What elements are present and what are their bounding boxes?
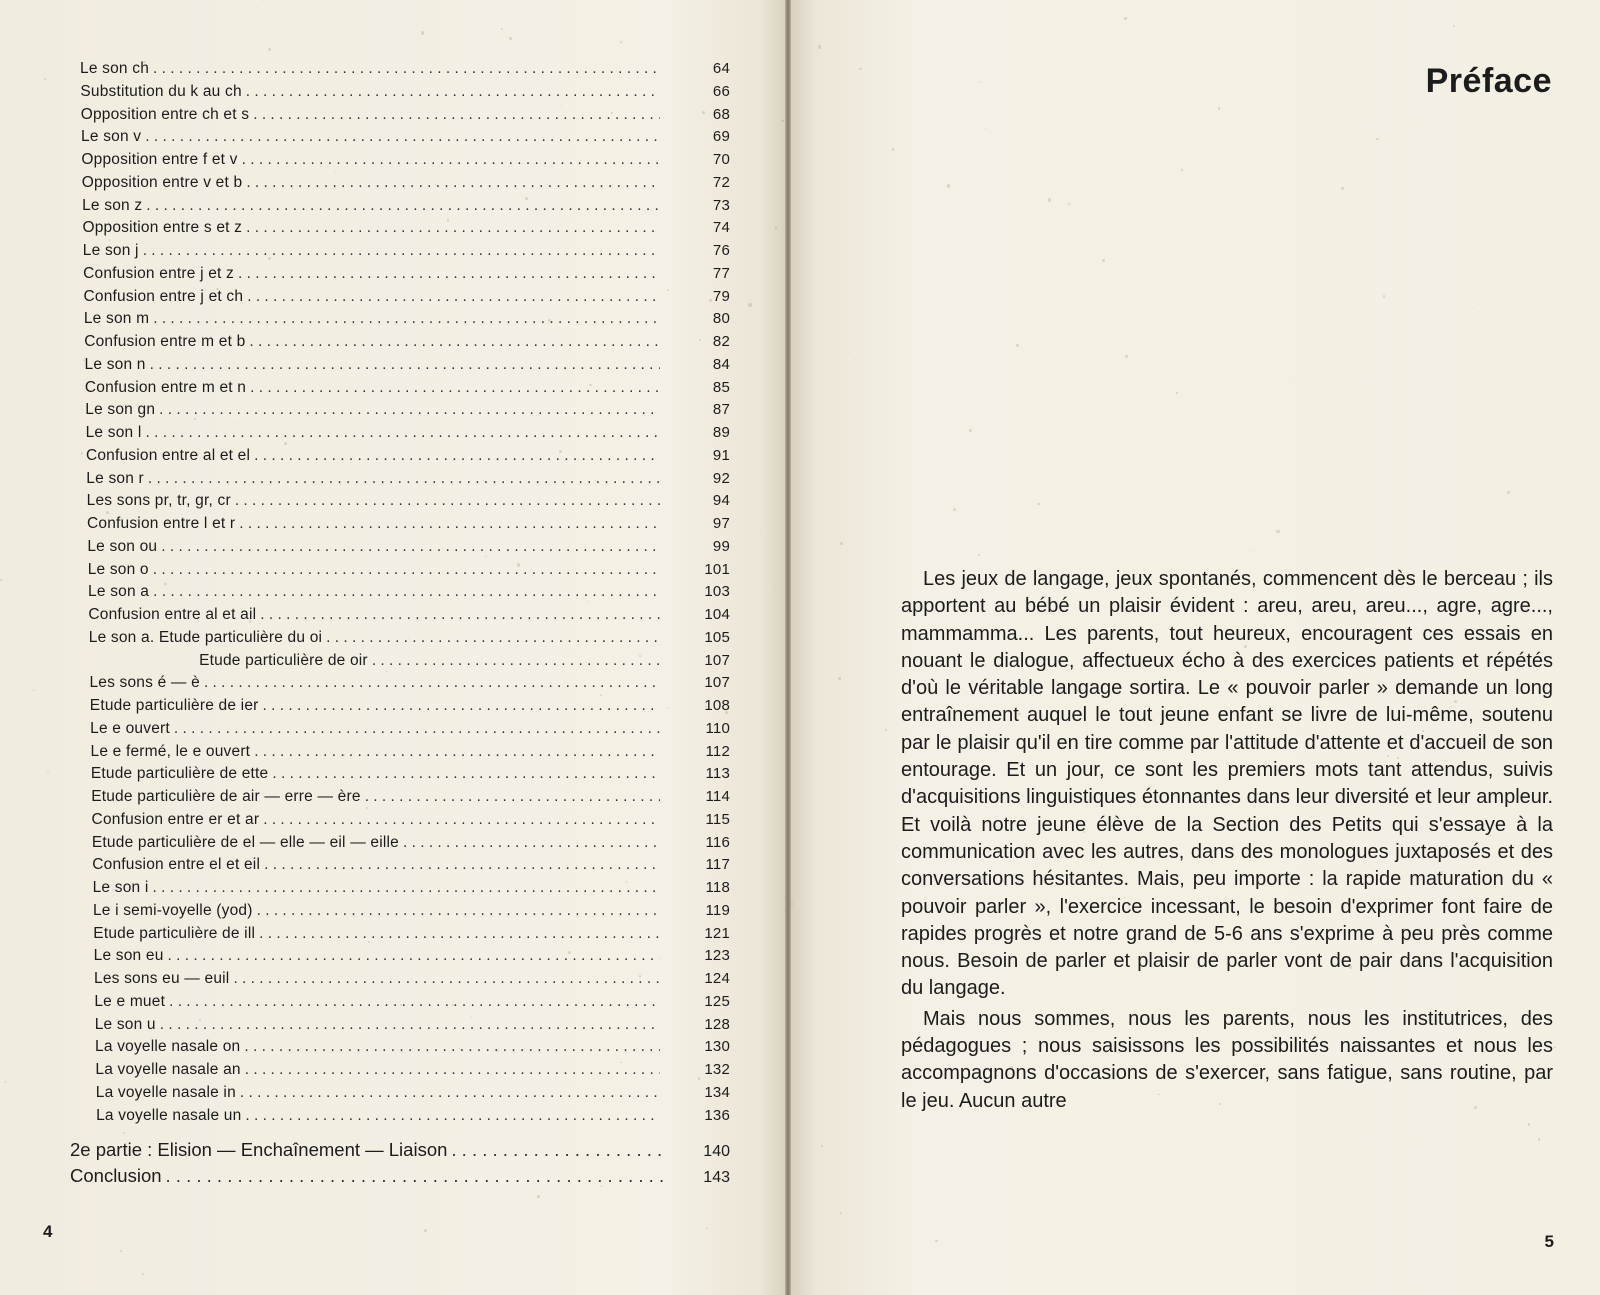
toc-entry-label: Opposition entre v et b (81, 173, 243, 191)
paper-speck (702, 111, 705, 114)
toc-entry-page: 66 (712, 82, 730, 100)
toc-entry-page: 110 (705, 719, 730, 737)
paper-speck (517, 563, 520, 566)
paper-speck (424, 1229, 427, 1232)
paper-speck (1473, 307, 1474, 308)
toc-entry-label: Confusion entre er et ar (91, 810, 260, 828)
leader-dots (238, 265, 660, 283)
toc-entry (80, 947, 730, 970)
leader-dots (246, 174, 660, 192)
toc-entry-label: Etude particulière de el — elle — eil — eille (91, 833, 399, 851)
toc-entry-page: 70 (712, 151, 730, 168)
page-title: Préface (1425, 62, 1552, 100)
paper-speck (620, 1062, 621, 1063)
toc-entry-page: 125 (704, 992, 730, 1010)
toc-entry-label: Le e muet (94, 992, 166, 1010)
toc-entry-label: Substitution du k au ch (80, 82, 242, 100)
paper-speck (840, 542, 843, 545)
leader-dots (365, 788, 660, 806)
leader-dots (403, 834, 660, 852)
leader-dots (244, 1038, 660, 1056)
paper-speck (568, 951, 571, 954)
toc-entry-page: 123 (704, 947, 730, 965)
paper-speck (485, 556, 486, 557)
toc-entry-page: 91 (712, 446, 730, 464)
paper-speck (859, 68, 862, 71)
paper-speck (1102, 259, 1105, 262)
toc-entry-label: La voyelle nasale on (95, 1038, 241, 1056)
leader-dots (372, 652, 660, 670)
paper-speck (447, 219, 450, 222)
paper-speck (885, 729, 887, 731)
toc-part-two-label: 2e partie : Elision — Enchaînement — Liaison (70, 1139, 448, 1160)
toc-entry-page: 80 (712, 310, 730, 328)
paper-speck (81, 452, 83, 454)
toc-entry (80, 401, 730, 424)
paper-speck (44, 78, 46, 80)
leader-dots (235, 492, 660, 510)
toc-entry-label: Le i semi-voyelle (yod) (92, 901, 253, 919)
leader-dots (168, 947, 660, 965)
toc-entry-label: Etude particulière de ier (89, 697, 259, 714)
toc-entry-page: 107 (704, 651, 730, 669)
toc-entry-label: Les sons é — è (89, 674, 200, 692)
leader-dots (250, 379, 660, 397)
toc-entry (80, 219, 730, 242)
toc-entry-label: Le son gn (85, 401, 156, 419)
paper-speck (572, 753, 573, 754)
toc-conclusion (70, 1165, 730, 1187)
toc-entry (80, 333, 730, 356)
toc-entry-label: Le e fermé, le e ouvert (90, 742, 251, 760)
toc-entry (80, 470, 730, 493)
toc-entry (80, 1084, 730, 1107)
paper-speck (525, 197, 527, 199)
leader-dots (245, 1107, 660, 1125)
paper-speck (400, 1004, 402, 1006)
leader-dots (254, 743, 660, 761)
paper-speck (854, 359, 855, 360)
leader-dots (239, 515, 660, 533)
toc-entry-page: 84 (712, 355, 730, 373)
toc-entry (80, 1038, 730, 1061)
toc-entry-label: Confusion entre m et b (84, 333, 246, 350)
toc-entry-label: Le son m (83, 310, 150, 328)
leader-dots (263, 697, 660, 715)
toc-entry-page: 74 (712, 219, 730, 237)
toc-entry-page: 82 (712, 333, 730, 350)
toc-entry-page: 107 (704, 674, 730, 692)
paper-speck (167, 520, 170, 523)
toc-entry-page: 99 (712, 537, 730, 555)
paper-speck (978, 554, 980, 556)
paper-speck (559, 450, 562, 453)
leader-dots (166, 1165, 666, 1187)
table-of-contents (80, 60, 730, 1129)
paper-speck (1276, 530, 1279, 533)
toc-entry-page: 124 (704, 970, 730, 987)
paper-speck (601, 1185, 602, 1186)
toc-entry-label: Le son a (88, 583, 150, 601)
toc-entry-page: 119 (705, 901, 730, 919)
toc-entry-page: 77 (712, 264, 730, 282)
leader-dots (260, 606, 660, 624)
toc-entry-label: Confusion entre m et n (84, 378, 247, 396)
paper-speck (1158, 1094, 1159, 1095)
toc-entry-page: 116 (705, 833, 730, 851)
toc-entry (80, 1016, 730, 1039)
paper-speck (1429, 851, 1430, 852)
toc-entry (80, 743, 730, 766)
leader-dots (148, 470, 660, 488)
leader-dots (246, 219, 660, 237)
toc-entry (80, 561, 730, 584)
toc-entry-label: Les sons pr, tr, gr, cr (86, 492, 231, 510)
paper-speck (1048, 198, 1051, 201)
toc-entry (80, 83, 730, 106)
paper-speck (775, 226, 777, 228)
paper-speck (137, 518, 140, 521)
toc-entry (80, 515, 730, 538)
toc-entry-label: Etude particulière de air — erre — ère (91, 788, 361, 805)
paper-speck (1124, 897, 1125, 898)
paper-speck (818, 45, 821, 48)
toc-entry (80, 993, 730, 1016)
toc-entry-page: 115 (705, 810, 730, 828)
paper-speck (1341, 187, 1344, 190)
paper-speck (1538, 1138, 1540, 1140)
leader-dots (143, 242, 660, 260)
toc-entry (80, 197, 730, 220)
toc-entry-label: Confusion entre al et el (85, 446, 251, 464)
toc-entry-page: 87 (712, 401, 730, 419)
toc-entry-label: Les sons eu — euil (94, 970, 230, 987)
toc-entry (80, 674, 730, 697)
toc-entry-label: Le son ch (80, 60, 150, 77)
toc-entry (80, 606, 730, 629)
toc-entry (80, 128, 730, 151)
paper-speck (667, 707, 668, 708)
paper-speck (123, 1132, 125, 1134)
toc-entry (80, 174, 730, 197)
paper-speck (421, 31, 424, 34)
paper-speck (548, 319, 551, 322)
page-number-right: 5 (1544, 1232, 1554, 1251)
preface-paragraph: Les jeux de langage, jeux spontanés, commencent dès le berceau ; ils apportent au bébé un plaisir évident : areu, areu, areu..., agre, agre..., mammamma... Les parents, tout heureux, encouragent ces essais en nouant le dialogue, affectueux écho à des exercices patients et répétés d'où le véritable langage sortira. Le « pouvoir parler » demande un long entraînement auquel le tout jeune enfant se livre de lui-même, soutenu par le plaisir qu'il en tire comme par l'attitude d'attente et d'accueil de son entourage. Et un jour, ce sont les premiers mots tant attendus, suivis d'acquisitions linguistiques étonnantes dans leur diversité et leur ampleur. Et voilà notre jeune élève de la Section des Petits qui s'essaye à la communication avec les autres, dans des monologues juxtaposés et des conversations hésitantes. Mais, peu importe : la rapide maturation du « pouvoir parler », l'exercice incessant, le besoin d'exprimer font faire de rapides progrès et notre grand de 5-6 ans s'exprime à peu près comme nous. Besoin de parler et plaisir de parler vont de pair dans l'acquisition du langage. (901, 568, 1553, 1000)
paper-speck (109, 239, 110, 240)
leader-dots (451, 1139, 666, 1161)
toc-entry (80, 447, 730, 470)
toc-entry-page: 121 (704, 924, 730, 942)
toc-entry-label: Le son ou (87, 537, 158, 555)
leader-dots (246, 83, 660, 101)
leader-dots (153, 561, 660, 579)
toc-entry-label: Le son v (81, 128, 142, 146)
toc-entry-label: Le son a. Etude particulière du oi (88, 628, 323, 646)
leader-dots (245, 1061, 660, 1079)
leader-dots (145, 128, 660, 146)
paper-speck (1403, 928, 1405, 930)
paper-speck (1202, 580, 1203, 581)
paper-speck (1376, 138, 1378, 140)
leader-dots (153, 60, 660, 78)
leader-dots (242, 151, 660, 169)
toc-entry-page: 68 (712, 105, 730, 123)
paper-speck (366, 807, 368, 809)
toc-entry (80, 265, 730, 288)
toc-entry-page: 97 (712, 515, 730, 532)
toc-entry (80, 242, 730, 265)
toc-entry-page: 134 (704, 1083, 730, 1101)
toc-entry-label: Etude particulière de ill (93, 924, 256, 942)
toc-entry-label: Le son i (92, 879, 149, 896)
toc-entry-label: La voyelle nasale un (96, 1106, 242, 1124)
toc-entry-page: 72 (712, 173, 730, 191)
toc-entry-page: 76 (712, 242, 730, 259)
toc-entry (80, 765, 730, 788)
right-page (791, 0, 1600, 1295)
toc-entry-label: Opposition entre s et z (82, 219, 243, 237)
leader-dots (240, 1084, 660, 1102)
toc-entry-label: Le son n (84, 355, 146, 373)
toc-entry (80, 1061, 730, 1084)
toc-entry-page: 112 (705, 742, 730, 760)
leader-dots (259, 925, 660, 943)
toc-conclusion-label: Conclusion (70, 1165, 162, 1186)
toc-entry-page: 69 (712, 128, 730, 146)
toc-entry (80, 583, 730, 606)
paper-speck (1068, 203, 1070, 205)
leader-dots (174, 720, 660, 738)
toc-entry-label: Le son r (86, 469, 144, 487)
leader-dots (161, 538, 660, 556)
paper-speck (1349, 965, 1352, 968)
leader-dots (160, 1016, 660, 1034)
leader-dots (153, 583, 660, 601)
toc-entry (80, 970, 730, 993)
toc-entry-label: Le son o (87, 560, 149, 578)
paper-speck (639, 975, 642, 978)
leader-dots (153, 310, 660, 328)
toc-entry-page: 64 (712, 60, 730, 77)
toc-entry (80, 902, 730, 925)
paper-speck (1463, 796, 1464, 797)
leader-dots (204, 674, 660, 692)
paper-speck (1219, 1103, 1221, 1105)
toc-entry-label: Le son u (94, 1015, 156, 1033)
toc-entry (80, 538, 730, 561)
paper-speck (194, 418, 196, 420)
toc-entry (80, 1107, 730, 1130)
toc-entry (80, 60, 730, 83)
leader-dots (152, 879, 660, 897)
paper-speck (0, 579, 2, 581)
toc-entry-page: 92 (712, 469, 730, 487)
toc-part-two-page: 140 (703, 1143, 730, 1160)
leader-dots (263, 811, 660, 829)
toc-entry (80, 834, 730, 857)
paper-speck (698, 1077, 700, 1079)
paper-speck (249, 620, 251, 622)
toc-entry (80, 697, 730, 720)
paper-speck (1397, 757, 1398, 758)
toc-entry (80, 879, 730, 902)
preface-paragraph: Mais nous sommes, nous les parents, nous les institutrices, des pédagogues ; nous saisissons les possibilités naissantes et nous les accompagnons d'occasions de s'exercer, sans fatigue, sans routine, par le jeu. Aucun autre (901, 1007, 1553, 1112)
paper-speck (1474, 1106, 1477, 1109)
toc-conclusion-page: 143 (703, 1169, 730, 1186)
paper-speck (1470, 578, 1473, 581)
left-page (0, 0, 785, 1295)
toc-entry-label: Opposition entre ch et s (80, 105, 250, 123)
toc-entry (80, 652, 730, 675)
leader-dots (326, 629, 660, 647)
toc-entry-page: 103 (704, 583, 730, 601)
paper-speck (106, 511, 109, 514)
paper-speck (748, 303, 751, 306)
toc-entry-label: La voyelle nasale an (95, 1061, 241, 1078)
paper-speck (268, 257, 271, 260)
leader-dots (257, 902, 660, 920)
toc-entry-page: 89 (712, 424, 730, 441)
toc-entry (80, 856, 730, 879)
toc-entry-page: 105 (704, 628, 730, 646)
toc-entry-label: Etude particulière de ette (90, 765, 269, 783)
toc-entry-label: La voyelle nasale in (95, 1083, 236, 1101)
toc-entry-page: 113 (705, 765, 730, 783)
toc-entry-label: Opposition entre f et v (81, 151, 238, 168)
paper-speck (5, 1081, 6, 1082)
toc-entry-page: 94 (712, 492, 730, 510)
toc-entry (80, 106, 730, 129)
paper-speck (620, 41, 622, 43)
toc-entry-page: 136 (704, 1106, 730, 1124)
leader-dots (145, 424, 660, 442)
toc-entry-page: 114 (705, 788, 730, 805)
toc-entry-label: Le son z (82, 196, 143, 214)
toc-entry-label: Confusion entre j et z (83, 264, 235, 282)
paper-speck (639, 655, 641, 657)
leader-dots (249, 333, 660, 351)
toc-entry-label: Le e ouvert (90, 719, 170, 737)
paper-speck (969, 429, 972, 432)
leader-dots (254, 447, 660, 465)
toc-entry (80, 811, 730, 834)
leader-dots (233, 970, 660, 988)
toc-entry (80, 379, 730, 402)
toc-entry-page: 101 (704, 560, 730, 578)
paper-speck (497, 1050, 499, 1052)
leader-dots (159, 401, 660, 419)
toc-entry (80, 788, 730, 811)
toc-entry (80, 356, 730, 379)
toc-entry-label: Etude particulière de oir (199, 651, 368, 669)
toc-entry (80, 492, 730, 515)
leader-dots (146, 197, 660, 215)
paper-speck (509, 37, 512, 40)
toc-entry-page: 118 (705, 879, 730, 896)
toc-entry-page: 79 (712, 287, 730, 305)
leader-dots (272, 765, 660, 783)
toc-entry (80, 424, 730, 447)
page-number-left: 4 (43, 1222, 53, 1241)
toc-entry-label: Confusion entre j et ch (83, 287, 244, 305)
toc-entry-page: 132 (704, 1061, 730, 1078)
toc-entry (80, 925, 730, 948)
toc-entry-label: Confusion entre el et eil (92, 856, 261, 874)
leader-dots (169, 993, 660, 1011)
toc-entry (80, 629, 730, 652)
paper-speck (259, 623, 260, 624)
toc-entry (80, 720, 730, 743)
toc-entry-page: 104 (704, 606, 730, 623)
toc-entry-label: Confusion entre al et ail (88, 606, 257, 623)
toc-entry-page: 130 (704, 1038, 730, 1056)
paper-speck (1181, 169, 1183, 171)
toc-entry (80, 288, 730, 311)
toc-part-two (70, 1139, 730, 1161)
toc-entry-page: 128 (704, 1015, 730, 1033)
toc-entry-page: 108 (704, 697, 730, 714)
toc-entry (80, 310, 730, 333)
paper-speck (342, 754, 344, 756)
paper-speck (587, 600, 588, 601)
paper-speck (781, 120, 784, 123)
leader-dots (150, 356, 660, 374)
toc-entry-label: Confusion entre l et r (87, 515, 236, 532)
toc-entry-label: Le son j (82, 242, 139, 259)
paper-speck (600, 694, 602, 696)
preface-body (901, 566, 1553, 1115)
paper-speck (1037, 503, 1039, 505)
toc-entry-page: 117 (705, 856, 730, 874)
paper-speck (501, 28, 503, 30)
paper-speck (892, 148, 894, 150)
leader-dots (253, 106, 660, 124)
toc-entry-label: Le son eu (93, 947, 164, 965)
toc-entry-label: Le son l (85, 424, 142, 441)
toc-entry (80, 151, 730, 174)
leader-dots (264, 856, 660, 874)
leader-dots (247, 288, 660, 306)
paper-speck (47, 772, 49, 774)
toc-entry-page: 73 (712, 196, 730, 214)
toc-entry-page: 85 (712, 378, 730, 396)
